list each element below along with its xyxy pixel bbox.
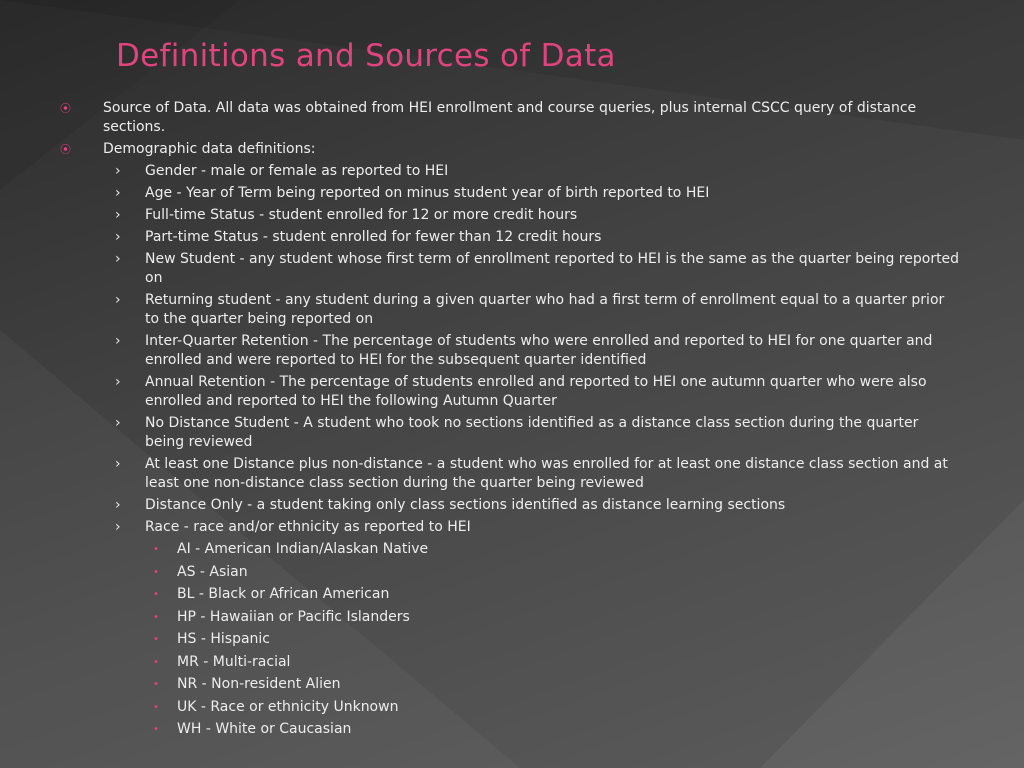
- bullet-item-level-2: [60, 496, 960, 515]
- chevron-bullet-icon: ›: [115, 185, 121, 201]
- chevron-bullet-icon: ›: [115, 229, 121, 245]
- bullet-text: HS - Hispanic: [177, 631, 271, 647]
- bullet-item-level-2: [60, 250, 960, 288]
- chevron-bullet-icon: ›: [115, 497, 121, 513]
- bullet-text: Demographic data definitions:: [103, 141, 316, 157]
- bullet-text: MR - Multi-racial: [177, 653, 291, 670]
- bullet-text: AS - Asian: [177, 563, 248, 580]
- bullet-text: UK - Race or ethnicity Unknown: [177, 698, 399, 715]
- bullet-text: Age - Year of Term being reported on minus student year of birth reported to HEI: [145, 185, 710, 201]
- circle-bullet-icon: ⦿: [60, 143, 71, 156]
- dot-bullet-icon: •: [153, 724, 159, 735]
- bullet-text: BL - Black or African American: [177, 586, 390, 602]
- dot-bullet-icon: •: [153, 566, 159, 578]
- bullet-item-level-1: [60, 140, 960, 159]
- dot-bullet-icon: •: [153, 634, 159, 645]
- bullet-text: Full-time Status - student enrolled for 12 or more credit hours: [145, 207, 578, 223]
- chevron-bullet-icon: ›: [115, 251, 121, 267]
- chevron-bullet-icon: ›: [115, 456, 121, 472]
- chevron-bullet-icon: ›: [115, 415, 121, 431]
- bullet-text: Annual Retention - The percentage of students enrolled and reported to HEI one autumn quarter who were also enrolled and reported to HEI the following Autumn Quarter: [145, 374, 927, 409]
- bullet-text: No Distance Student - A student who took no sections identified as a distance class section during the quarter being reviewed: [145, 415, 919, 450]
- bullet-item-level-2: [60, 162, 960, 181]
- dot-bullet-icon: •: [153, 701, 159, 713]
- bullet-text: New Student - any student whose first term of enrollment reported to HEI is the same as the quarter being reported on: [145, 251, 960, 286]
- dot-bullet-icon: •: [153, 544, 159, 555]
- dot-bullet-icon: •: [153, 611, 159, 623]
- dot-bullet-icon: •: [153, 656, 159, 668]
- bullet-text: Gender - male or female as reported to HEI: [145, 163, 449, 179]
- bullet-item-level-3: [60, 653, 960, 672]
- bullet-item-level-3: [60, 720, 960, 739]
- bullet-item-level-1: [60, 99, 960, 137]
- chevron-bullet-icon: ›: [115, 333, 121, 349]
- bullet-item-level-2: [60, 373, 960, 411]
- bullet-text: Inter-Quarter Retention - The percentage of students who were enrolled and reported to HEI for one quarter and enrolled and were reported to HEI for the subsequent quarter identified: [145, 333, 933, 368]
- bullet-text: Part-time Status - student enrolled for fewer than 12 credit hours: [145, 229, 602, 245]
- bullet-item-level-2: [60, 291, 960, 329]
- slide-title: Definitions and Sources of Data: [116, 38, 616, 74]
- bullet-text: Race - race and/or ethnicity as reported to HEI: [145, 519, 471, 535]
- bullet-item-level-3: [60, 540, 960, 559]
- circle-bullet-icon: ⦿: [60, 102, 71, 115]
- bullet-text: Returning student - any student during a given quarter who had a first term of enrollment equal to a quarter prior to the quarter being reported on: [145, 292, 945, 327]
- bullet-text: Source of Data. All data was obtained from HEI enrollment and course queries, plus internal CSCC query of distance sections.: [103, 100, 917, 135]
- bullet-item-level-2: [60, 228, 960, 247]
- bullet-item-level-2: [60, 455, 960, 493]
- bullet-item-level-3: [60, 675, 960, 694]
- bullet-item-level-3: [60, 630, 960, 649]
- bullet-item-level-3: [60, 585, 960, 604]
- bullet-text: Distance Only - a student taking only class sections identified as distance learning sections: [145, 497, 786, 513]
- bullet-text: HP - Hawaiian or Pacific Islanders: [177, 608, 410, 625]
- bullet-item-level-3: [60, 608, 960, 627]
- bullet-item-level-2: [60, 414, 960, 452]
- chevron-bullet-icon: ›: [115, 163, 121, 179]
- chevron-bullet-icon: ›: [115, 207, 121, 223]
- chevron-bullet-icon: ›: [115, 292, 121, 308]
- bullet-item-level-2: [60, 518, 960, 537]
- bullet-text: AI - American Indian/Alaskan Native: [177, 541, 429, 557]
- bullet-list: [60, 99, 960, 743]
- bullet-item-level-2: [60, 206, 960, 225]
- bullet-text: At least one Distance plus non-distance - a student who was enrolled for at least one distance class section and at least one non-distance class section during the quarter being reviewed: [145, 456, 948, 491]
- bullet-item-level-2: [60, 184, 960, 203]
- dot-bullet-icon: •: [153, 679, 159, 690]
- bullet-item-level-2: [60, 332, 960, 370]
- bullet-text: NR - Non-resident Alien: [177, 676, 341, 692]
- bullet-item-level-3: [60, 563, 960, 582]
- chevron-bullet-icon: ›: [115, 519, 121, 535]
- bullet-item-level-3: [60, 698, 960, 717]
- bullet-text: WH - White or Caucasian: [177, 721, 352, 737]
- dot-bullet-icon: •: [153, 589, 159, 600]
- chevron-bullet-icon: ›: [115, 374, 121, 390]
